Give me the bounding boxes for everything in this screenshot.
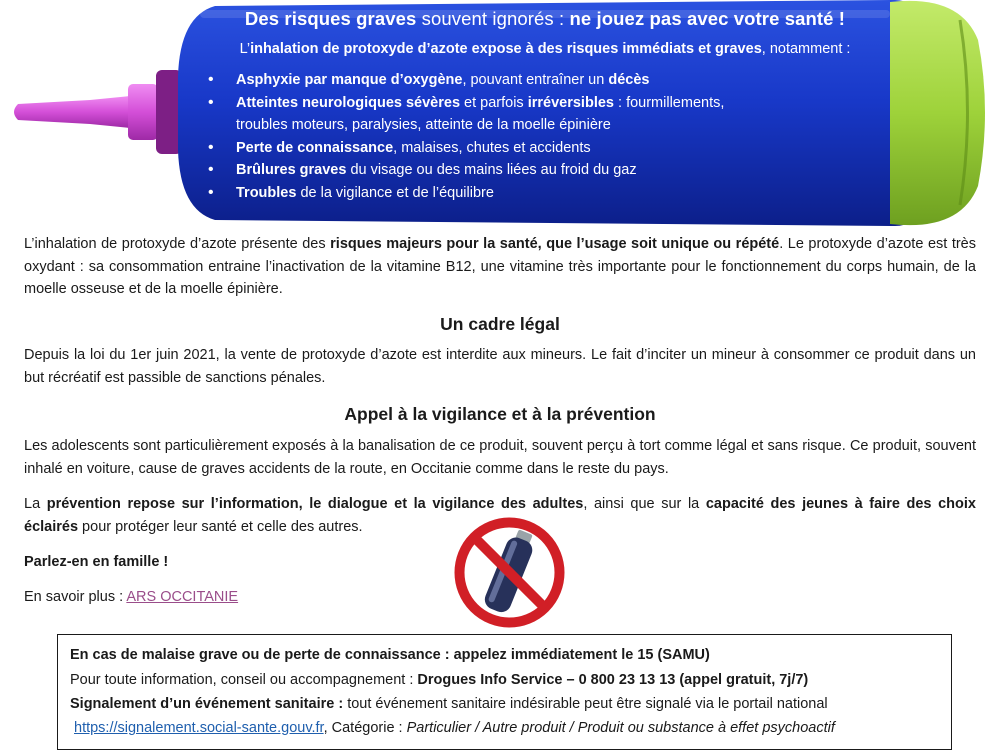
report-link-line [70,716,939,740]
risk-bold-2: irréversibles [527,94,614,111]
banner-intro [200,41,890,57]
prohibition-sign-icon [452,515,567,630]
risk-text: du visage ou des mains liées au froid du gaz [346,162,637,178]
list-item [208,182,890,205]
prevention-paragraph-1: Les adolescents sont particulièrement exposés à la banalisation de ce produit, souvent perçu à tort comme légal et sans risque. Ce produit, souvent inhalé en voiture, cause de graves accidents de la route, en Occitanie comme dans le reste du pays. [24,438,976,477]
intro-normal-2: , notamment : [761,41,851,57]
support-label: Pour toute information, conseil ou accompagnement : [70,672,418,688]
risk-text-line2: troubles moteurs, paralysies, atteinte de la moelle épinière [236,117,611,133]
cartridge-cap-shape [890,1,985,225]
intro-text-2: . Le protoxyde d’azote est très oxydant : sa consommation entraine l’inactivation de la vitamine B12, une vitamine très importante pour le fonctionnement du corps humain, de la moelle osseuse et de la moelle épinière. [24,236,976,297]
risk-text-2: : fourmillements, [613,94,725,111]
intro-normal-1: L’ [239,41,251,57]
list-item [208,159,890,182]
cartridge-banner [0,0,1000,228]
banner-text [200,8,890,204]
intro-text-1: L’inhalation de protoxyde d’azote présente des [24,236,331,252]
risk-list [200,69,890,204]
intro-text-bold: risques majeurs pour la santé, que l’usage soit unique ou répété [330,236,780,252]
risk-text: et parfois [460,94,528,111]
list-item [208,137,890,160]
p2-text-3: pour protéger leur santé et celle des autres. [78,518,363,535]
heading-legal: Un cadre légal [440,314,560,334]
p2-bold-1: prévention repose sur l’information, le dialogue et la vigilance des adultes [46,496,584,512]
p2-text-2: , ainsi que sur la [583,496,706,512]
report-line [70,692,939,716]
report-text: tout événement sanitaire indésirable peut être signalé via le portail national [343,696,828,712]
p2-text-1: La [24,496,47,512]
risk-bold: Brûlures graves [236,162,347,178]
support-line [70,668,939,692]
emergency-info-box [57,634,952,750]
title-normal-1: souvent ignorés : [416,8,570,29]
category-value: Particulier / Autre produit / Produit ou substance à effet psychoactif [406,720,835,736]
category-label: , Catégorie : [323,720,407,736]
risk-text: de la vigilance et de l’équilibre [296,184,494,201]
risk-bold: Troubles [236,184,297,201]
drogues-info-service: Drogues Info Service – 0 800 23 13 13 (appel gratuit, 7j/7) [417,672,809,688]
p2-bold-2: capacité des jeunes à faire des choix éclairés [24,496,976,535]
signalement-portal-link[interactable]: https://signalement.social-sante.gouv.fr [74,720,324,736]
banner-title [200,8,890,30]
risk-bold-2: décès [608,72,650,88]
risk-bold: Perte de connaissance [236,139,394,156]
nozzle-shape [14,70,182,154]
ars-occitanie-link[interactable]: ARS OCCITANIE [126,589,239,605]
emergency-line: En cas de malaise grave ou de perte de connaissance : appelez immédiatement le 15 (SAMU) [70,647,710,663]
title-bold-1: Des risques graves [244,8,417,29]
family-callout: Parlez-en en famille ! [24,554,169,570]
legal-paragraph: Depuis la loi du 1er juin 2021, la vente de protoxyde d’azote est interdite aux mineurs. Le fait d’inciter un mineur à consommer ce produit dans un but récréatif est passible de sanctions pénales. [24,347,976,386]
risk-text: , malaises, chutes et accidents [393,139,591,156]
title-bold-2: ne jouez pas avec votre santé ! [569,8,846,29]
intro-bold-1: inhalation de protoxyde d’azote expose à des risques immédiats et graves [250,41,762,57]
risk-text: , pouvant entraîner un [462,72,609,88]
list-item [208,92,890,137]
risk-bold: Asphyxie par manque d’oxygène [236,72,463,88]
risk-bold: Atteintes neurologiques sévères [236,94,461,111]
more-info-label: En savoir plus : [24,589,127,605]
list-item [208,69,890,92]
report-label: Signalement d’un événement sanitaire : [70,696,344,712]
heading-prevention: Appel à la vigilance et à la prévention [344,404,656,424]
intro-paragraph [24,233,976,301]
